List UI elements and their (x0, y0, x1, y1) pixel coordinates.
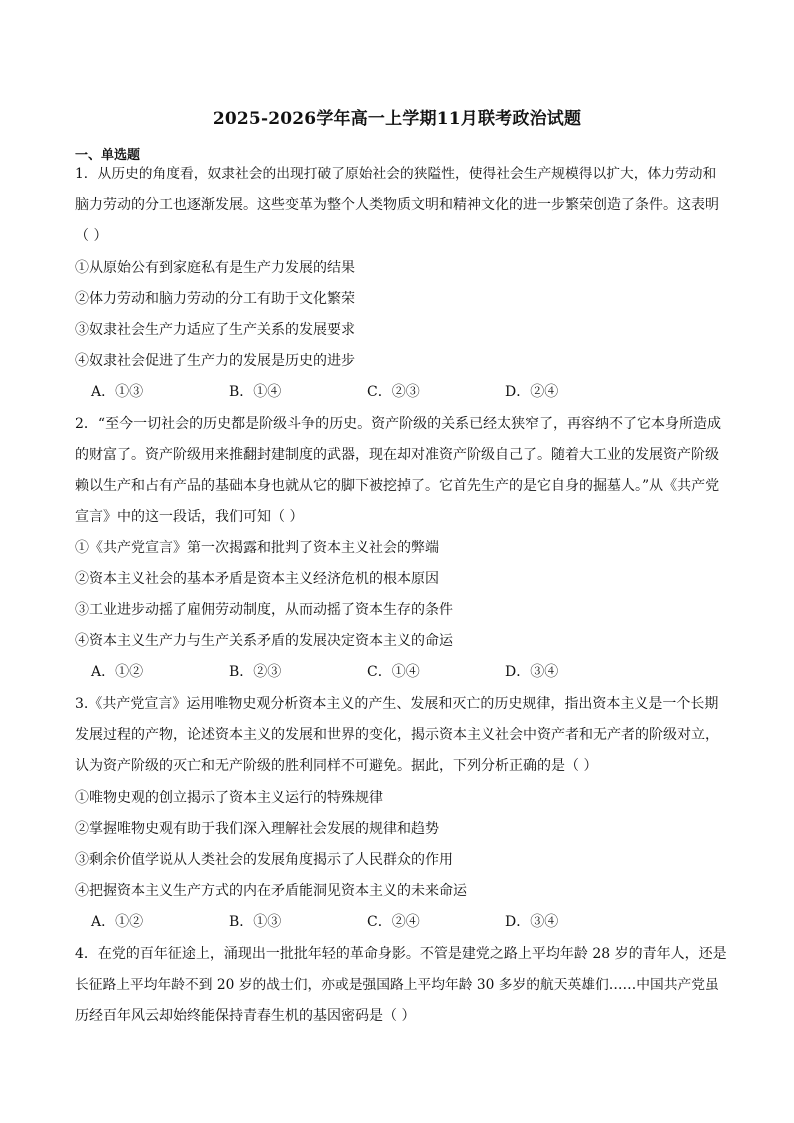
question-3-statement: ④把握资本主义生产方式的内在矛盾能洞见资本主义的未来命运 (75, 883, 467, 899)
question-3-statement: ①唯物史观的创立揭示了资本主义运行的特殊规律 (75, 790, 383, 806)
choice-a[interactable]: A．①② (91, 664, 144, 680)
question-1-stem (75, 159, 727, 252)
question-2-stem (75, 409, 727, 533)
question-3-stem (75, 689, 727, 782)
question-1-statement: ④奴隶社会促进了生产力的发展是历史的进步 (75, 353, 355, 369)
question-line: 赖以生产和占有产品的基础本身也就从它的脚下被挖掉了。它首先生产的是它自身的掘墓人。”从《共产党 (75, 478, 720, 494)
choice-b[interactable]: B．②③ (229, 664, 282, 680)
question-line: 认为资产阶级的灭亡和无产阶级的胜利同样不可避免。据此，下列分析正确的是（ ） (75, 758, 598, 774)
question-line: 3.《共产党宣言》运用唯物史观分析资本主义的产生、发展和灭亡的历史规律，指出资本主义是一个长期 (75, 696, 719, 712)
question-2-statement: ①《共产党宣言》第一次揭露和批判了资本主义社会的弊端 (75, 540, 439, 556)
question-2-statement: ④资本主义生产力与生产关系矛盾的发展决定资本主义的命运 (75, 633, 453, 649)
question-1-statement: ③奴隶社会生产力适应了生产关系的发展要求 (75, 322, 355, 338)
choice-d[interactable]: D．③④ (505, 914, 559, 930)
question-line: 历经百年风云却始终能保持青春生机的基因密码是（ ） (75, 1008, 416, 1024)
question-line: 宣言》中的这一段话，我们可知（ ） (75, 509, 304, 525)
question-line: （ ） (75, 228, 108, 244)
question-4-stem (75, 939, 727, 1032)
choice-a[interactable]: A．①② (91, 914, 144, 930)
question-line: 1．从历史的角度看，奴隶社会的出现打破了原始社会的狭隘性，使得社会生产规模得以扩大，体力劳动和 (75, 166, 717, 182)
question-3-statement: ③剩余价值学说从人类社会的发展角度揭示了人民群众的作用 (75, 852, 453, 868)
section-heading: 一、单选题 (75, 148, 141, 163)
question-2-choices (91, 657, 558, 688)
choice-b[interactable]: B．①③ (229, 914, 282, 930)
question-2-statement: ③工业进步动摇了雇佣劳动制度，从而动摇了资本生存的条件 (75, 602, 453, 618)
question-2-statement: ②资本主义社会的基本矛盾是资本主义经济危机的根本原因 (75, 571, 439, 587)
choice-b[interactable]: B．①④ (229, 384, 282, 400)
question-3-statement: ②掌握唯物史观有助于我们深入理解社会发展的规律和趋势 (75, 821, 439, 837)
choice-a[interactable]: A．①③ (91, 384, 144, 400)
question-line: 发展过程的产物，论述资本主义的发展和世界的变化，揭示资本主义社会中资产者和无产者的阶级对立， (75, 727, 719, 743)
question-line: 脑力劳动的分工也逐渐发展。这些变革为整个人类物质文明和精神文化的进一步繁荣创造了条件。这表明 (75, 197, 719, 213)
choice-c[interactable]: C．②④ (367, 914, 420, 930)
choice-d[interactable]: D．②④ (505, 384, 559, 400)
choice-c[interactable]: C．②③ (367, 384, 420, 400)
choice-c[interactable]: C．①④ (367, 664, 420, 680)
question-line: 长征路上平均年龄不到 20 岁的战士们，亦或是强国路上平均年龄 30 多岁的航天英雄们……中国共产党虽 (75, 977, 719, 993)
question-1-statement: ①从原始公有到家庭私有是生产力发展的结果 (75, 260, 355, 276)
question-line: 2．“至今一切社会的历史都是阶级斗争的历史。资产阶级的关系已经太狭窄了，再容纳不了它本身所造成 (75, 416, 722, 432)
question-1-choices (91, 377, 558, 408)
choice-d[interactable]: D．③④ (505, 664, 559, 680)
question-1-statement: ②体力劳动和脑力劳动的分工有助于文化繁荣 (75, 291, 355, 307)
question-line: 的财富了。资产阶级用来推翻封建制度的武器，现在却对准资产阶级自己了。随着大工业的发展资产阶级 (75, 447, 719, 463)
exam-title: 2025-2026学年高一上学期11月联考政治试题 (212, 109, 582, 129)
question-3-choices (91, 907, 558, 938)
question-line: 4．在党的百年征途上，涌现出一批批年轻的革命身影。不管是建党之路上平均年龄 28 岁的青年人，还是 (75, 946, 727, 962)
